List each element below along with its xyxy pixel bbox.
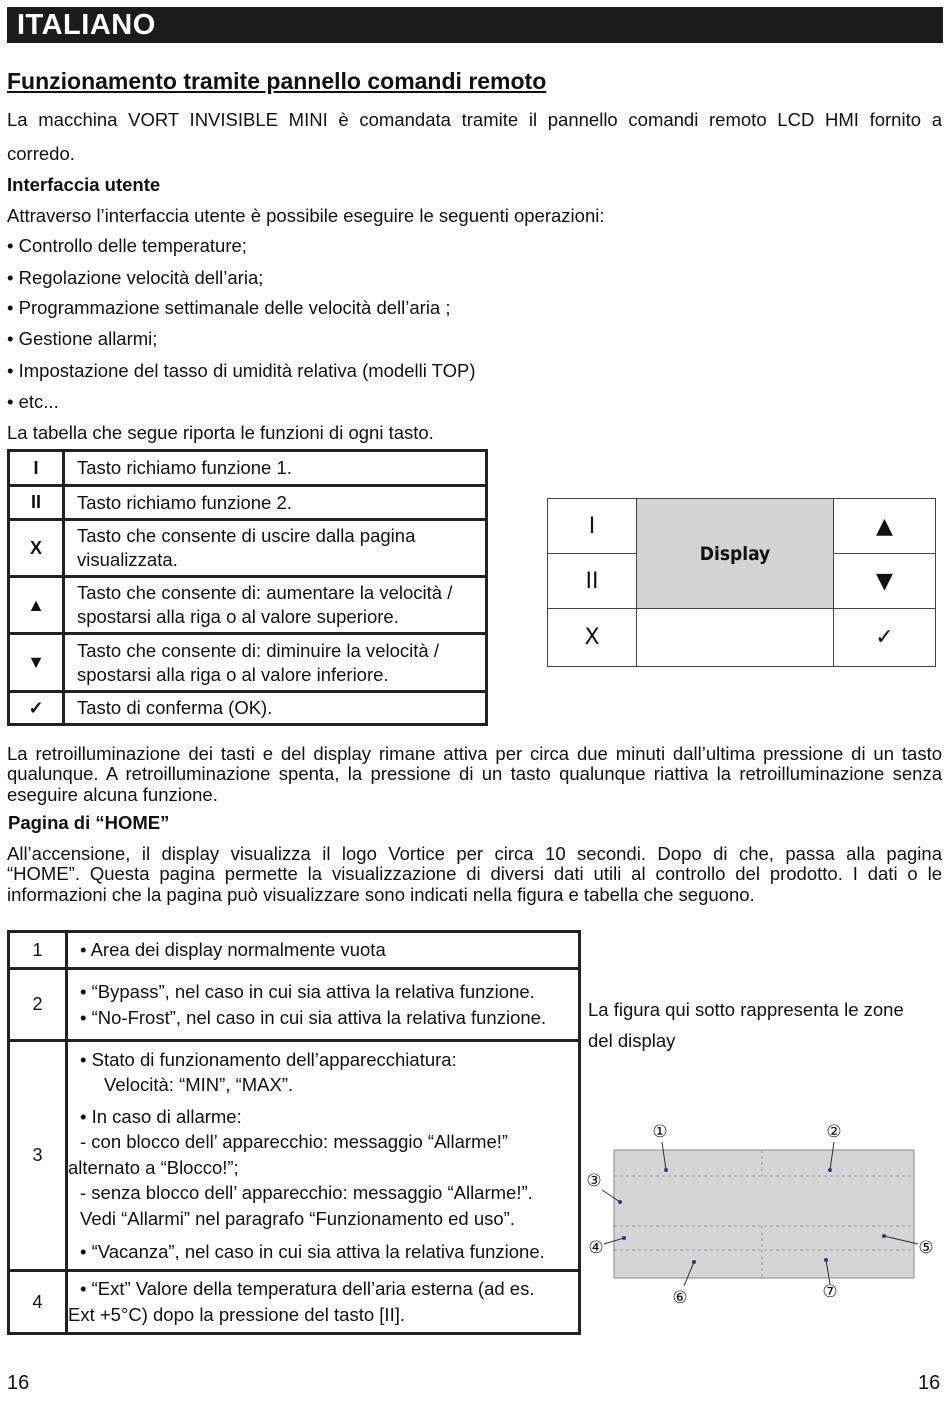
intro-line-2: corredo. xyxy=(7,143,75,164)
intro-line-1: La macchina VORT INVISIBLE MINI è comandata tramite il pannello comandi remoto LCD HMI fornito a xyxy=(7,109,942,130)
bullet-item: • Regolazione velocità dell’aria; xyxy=(7,267,264,288)
page-number-left: 16 xyxy=(7,1372,30,1394)
home-text-line: All’accensione, il display visualizza il logo Vortice per circa 10 secondi. Dopo di che, passa alla pagina xyxy=(7,843,942,864)
bullet-item: • Impostazione del tasso di umidità relativa (modelli TOP) xyxy=(7,360,476,381)
table-row xyxy=(9,932,580,969)
key-description: Tasto richiamo funzione 1. xyxy=(64,451,487,486)
key-functions-table xyxy=(7,449,488,726)
table-row xyxy=(9,634,487,692)
row-number: 3 xyxy=(9,1041,67,1271)
key-symbol: X xyxy=(9,520,64,577)
button-down: ▼ xyxy=(834,554,936,609)
row-description: • “Bypass”, nel caso in cui sia attiva la relativa funzione. • “No-Frost”, nel caso in cui sia attiva la relativa funzione. xyxy=(67,969,580,1041)
language-header-bar xyxy=(7,7,943,43)
display-zones-diagram xyxy=(584,1118,944,1318)
backlight-line: eseguire alcuna funzione. xyxy=(7,784,218,805)
row-description: • Stato di funzionamento dell’apparecchiatura: Velocità: “MIN”, “MAX”. • In caso di allarme: - con blocco dell’ apparecchio: messaggio “Allarme!” alternato a “Blocco!”; - senza blocco dell’ apparecchio: messaggio “Allarme!”. Vedi “Allarmi” nel paragrafo “Funzionamento ed uso”. • “Vacanza”, nel caso in cui sia attiva la relativa funzione. xyxy=(67,1041,580,1271)
table-intro: La tabella che segue riporta le funzioni di ogni tasto. xyxy=(7,422,434,443)
bullet-item: • Controllo delle temperature; xyxy=(7,235,247,256)
key-symbol: ▼ xyxy=(9,634,64,692)
home-text-line: informazioni che la pagina può visualizzare sono indicati nella figura e tabella che seguono. xyxy=(7,884,755,905)
interface-lead: Attraverso l’interfaccia utente è possibile eseguire le seguenti operazioni: xyxy=(7,205,605,226)
display-zones-figure xyxy=(584,1118,944,1318)
table-row xyxy=(9,692,487,725)
row-number: 1 xyxy=(9,932,67,969)
table-row xyxy=(9,577,487,634)
table-row xyxy=(9,486,487,520)
key-symbol: II xyxy=(9,486,64,520)
table-row xyxy=(9,1041,580,1271)
key-description: Tasto di conferma (OK). xyxy=(64,692,487,725)
key-description: Tasto richiamo funzione 2. xyxy=(64,486,487,520)
zone-label-1: ① xyxy=(652,1122,668,1142)
bullet-item: • Programmazione settimanale delle velocità dell’aria ; xyxy=(7,297,451,318)
row-description: • Area dei display normalmente vuota xyxy=(67,932,580,969)
key-symbol: ▲ xyxy=(9,577,64,634)
table-row xyxy=(9,451,487,486)
key-description: Tasto che consente di uscire dalla pagina visualizzata. xyxy=(64,520,487,577)
bullet-item: • etc... xyxy=(7,391,59,412)
button-up: ▲ xyxy=(834,499,936,554)
interface-heading: Interfaccia utente xyxy=(7,174,161,195)
home-text-line: “HOME”. Questa pagina permette la visualizzazione di diversi dati utili al controllo del prodotto. I dati o le xyxy=(7,863,942,884)
table-row xyxy=(9,520,487,577)
figure-caption: La figura qui sotto rappresenta le zone del display xyxy=(588,999,904,1051)
zone-label-5: ⑤ xyxy=(918,1238,934,1258)
button-x: X xyxy=(548,609,637,667)
key-symbol: I xyxy=(9,451,64,486)
display-label: Display xyxy=(699,543,771,565)
zone-label-6: ⑥ xyxy=(672,1288,688,1308)
table-row xyxy=(9,1271,580,1334)
language-header: ITALIANO xyxy=(17,9,156,41)
row-description: • “Ext” Valore della temperatura dell’aria esterna (ad es. Ext +5°C) dopo la pressione del tasto [II]. xyxy=(67,1271,580,1334)
home-info-table xyxy=(7,930,581,1335)
remote-panel-diagram xyxy=(547,498,936,667)
row-number: 4 xyxy=(9,1271,67,1334)
button-ii: II xyxy=(548,554,637,609)
display-lower-blank xyxy=(637,609,834,667)
zone-label-3: ③ xyxy=(586,1171,602,1191)
bullet-item: • Gestione allarmi; xyxy=(7,328,158,349)
page-number-right: 16 xyxy=(918,1372,941,1394)
key-description: Tasto che consente di: aumentare la velocità / spostarsi alla riga o al valore superiore. xyxy=(64,577,487,634)
zone-label-4: ④ xyxy=(588,1238,604,1258)
zone-label-7: ⑦ xyxy=(822,1282,838,1302)
section-title: Funzionamento tramite pannello comandi remoto xyxy=(7,68,547,94)
key-symbol: ✓ xyxy=(9,692,64,725)
row-number: 2 xyxy=(9,969,67,1041)
backlight-line: La retroilluminazione dei tasti e del display rimane attiva per circa due minuti dall’ultima pressione di un tasto xyxy=(7,743,942,764)
backlight-line: qualunque. A retroilluminazione spenta, la pressione di un tasto qualunque riattiva la retroilluminazione senza xyxy=(7,763,942,784)
table-row xyxy=(9,969,580,1041)
zone-label-2: ② xyxy=(826,1122,842,1142)
key-description: Tasto che consente di: diminuire la velocità / spostarsi alla riga o al valore inferiore. xyxy=(64,634,487,692)
button-ok: ✓ xyxy=(834,609,936,667)
display-area xyxy=(637,499,834,609)
home-heading: Pagina di “HOME” xyxy=(8,812,170,833)
button-i: I xyxy=(548,499,637,554)
